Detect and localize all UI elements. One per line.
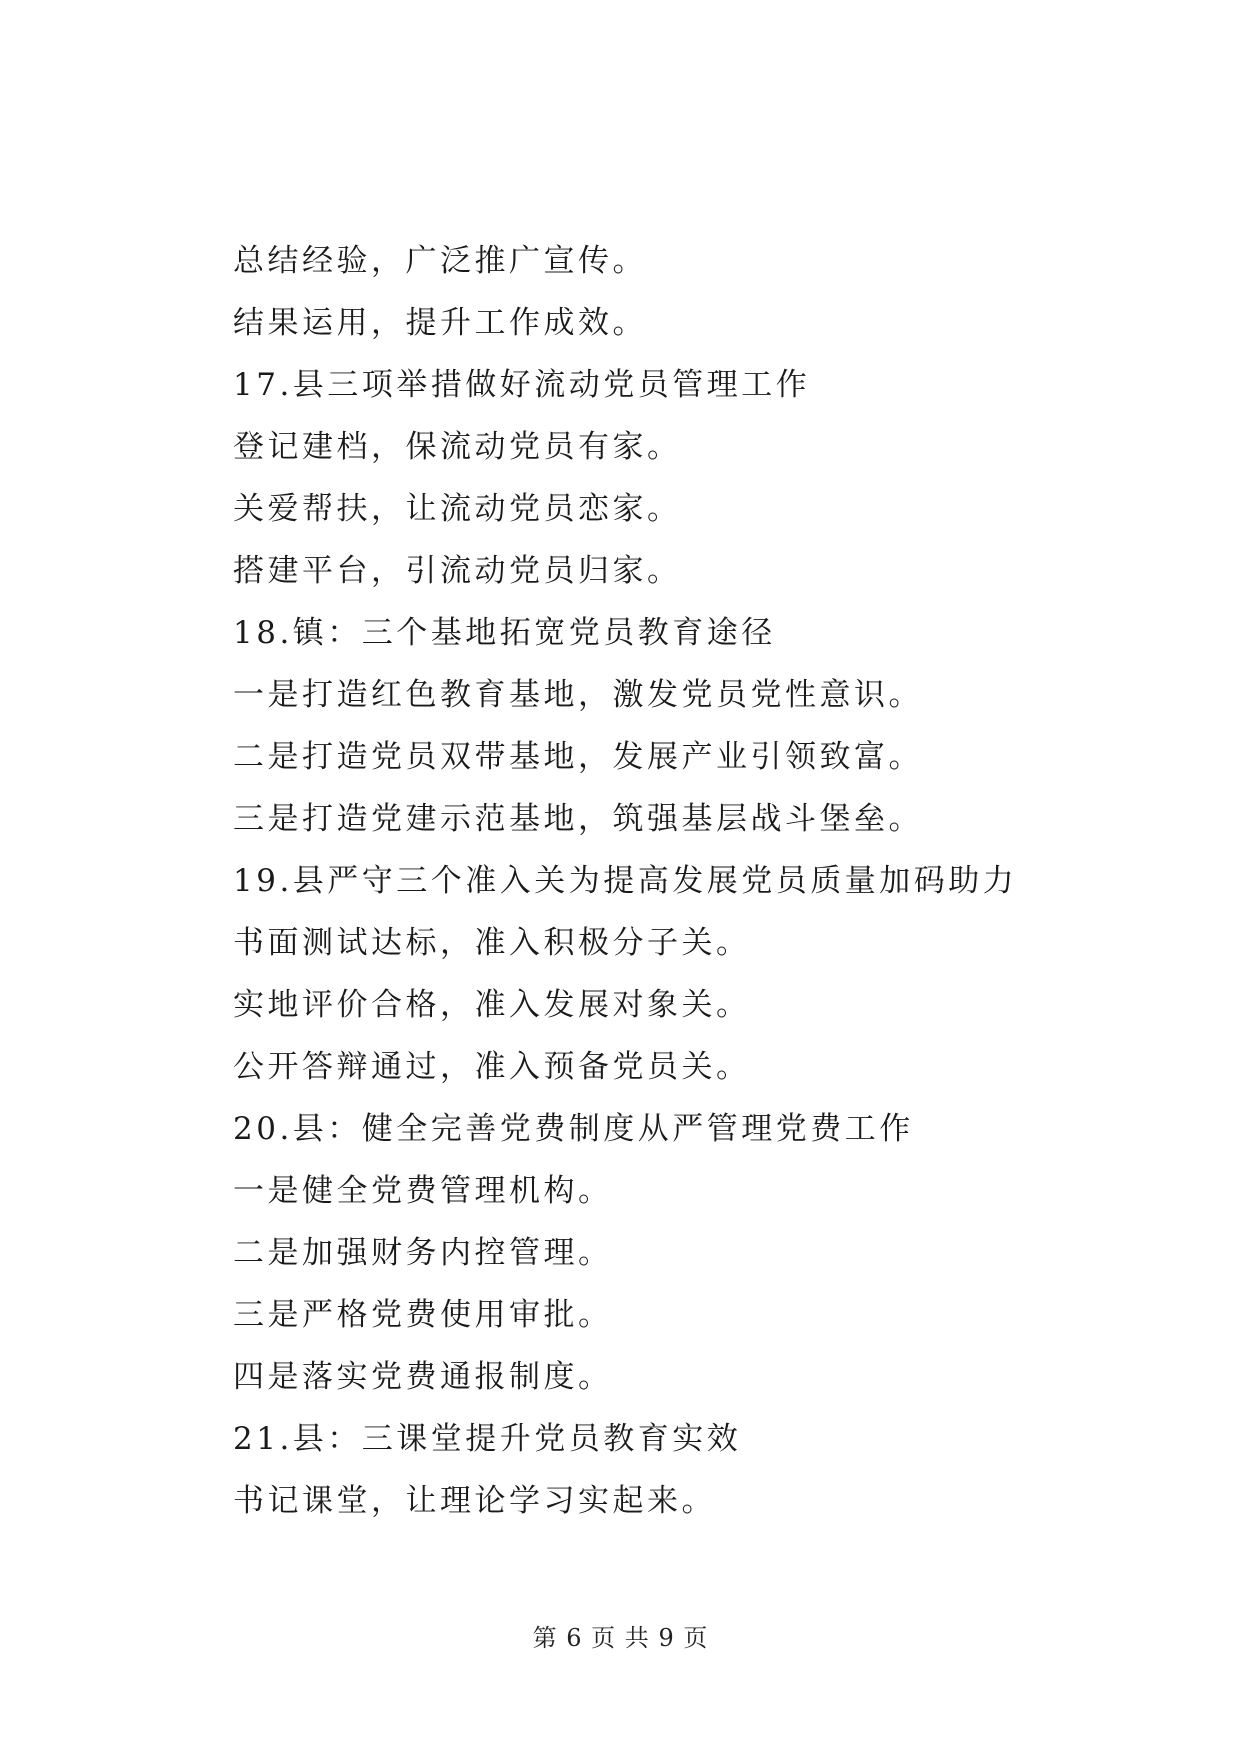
- body-line: 总结经验，广泛推广宣传。: [233, 243, 647, 279]
- body-line: 书记课堂，让理论学习实起来。: [233, 1483, 716, 1519]
- section-heading: 20.县：健全完善党费制度从严管理党费工作: [233, 1111, 914, 1147]
- body-line: 三是打造党建示范基地，筑强基层战斗堡垒。: [233, 801, 923, 837]
- body-line: 搭建平台，引流动党员归家。: [233, 553, 682, 589]
- page-number-footer: 第 6 页 共 9 页: [532, 1624, 709, 1652]
- body-line: 三是严格党费使用审批。: [233, 1297, 613, 1333]
- document-body: [233, 230, 1053, 1532]
- section-heading: 18.镇：三个基地拓宽党员教育途径: [233, 615, 776, 651]
- body-line: 四是落实党费通报制度。: [233, 1359, 613, 1395]
- body-line: 一是打造红色教育基地，激发党员党性意识。: [233, 677, 923, 713]
- section-heading: 19.县严守三个准入关为提高发展党员质量加码助力: [233, 863, 1018, 899]
- body-line: 关爱帮扶，让流动党员恋家。: [233, 491, 682, 527]
- body-line: 公开答辩通过，准入预备党员关。: [233, 1049, 751, 1085]
- body-line: 实地评价合格，准入发展对象关。: [233, 987, 751, 1023]
- body-line: 结果运用，提升工作成效。: [233, 305, 647, 341]
- section-heading: 21.县：三课堂提升党员教育实效: [233, 1421, 742, 1457]
- body-line: 书面测试达标，准入积极分子关。: [233, 925, 751, 961]
- body-line: 登记建档，保流动党员有家。: [233, 429, 682, 465]
- section-heading: 17.县三项举措做好流动党员管理工作: [233, 367, 811, 403]
- body-line: 一是健全党费管理机构。: [233, 1173, 613, 1209]
- body-line: 二是打造党员双带基地，发展产业引领致富。: [233, 739, 923, 775]
- body-line: 二是加强财务内控管理。: [233, 1235, 613, 1271]
